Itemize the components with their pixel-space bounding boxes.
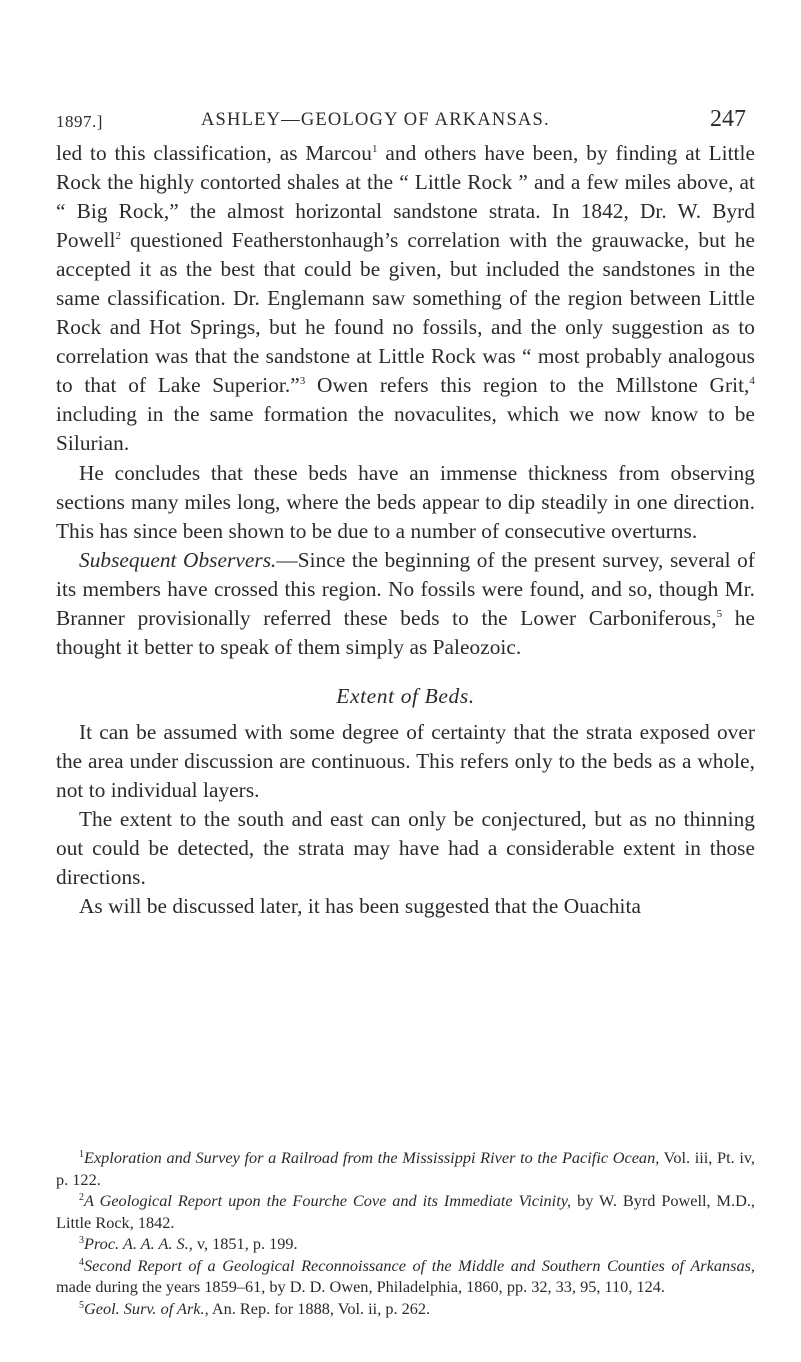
paragraph-3 (56, 546, 755, 662)
footnote-number: 2 (79, 1192, 84, 1203)
footnote (56, 1298, 755, 1320)
footnote-marker: 5 (716, 607, 723, 620)
paragraph-text: questioned Featherstonhaugh’s correlation with the grauwacke, but he accepted it as the best that could be given, but included the sandstones in the same classification. Dr. Englemann saw something of the region between Little Rock and Hot Springs, but he found no fossils, and the only suggestion as to correlation was that the sandstone at Little Rock was “ most probably analogous to that of Lake Superior.” (56, 228, 755, 398)
header-year: 1897.] (56, 112, 103, 131)
footnote-text: made during the years 1859–61, by D. D. Owen, Philadelphia, 1860, pp. 32, 33, 95, 110, 124. (56, 1277, 665, 1296)
paragraph-text: he thought it better to speak of them simply as Paleozoic. (56, 605, 755, 659)
footnote-number: 1 (79, 1149, 84, 1160)
footnote (56, 1233, 755, 1255)
footnote-number: 4 (79, 1256, 84, 1268)
footnote-marker: 3 (299, 375, 306, 388)
footnote-marker: 1 (371, 143, 378, 155)
footnotes (56, 1147, 755, 1319)
footnote-marker: 4 (749, 375, 755, 388)
footnote (56, 1255, 755, 1298)
footnote-marker: 2 (115, 230, 122, 243)
running-header (56, 106, 746, 136)
footnote (56, 1190, 755, 1233)
paragraph-text: including in the same formation the novaculites, which we now know to be Silurian. (56, 402, 755, 456)
footnote-text: An. Rep. for 1888, Vol. ii, p. 262. (208, 1298, 431, 1318)
footnote-title: Proc. A. A. A. S., (84, 1234, 193, 1253)
page-number: 247 (710, 106, 746, 132)
paragraph-text: led to this classification, as Marcou (56, 141, 372, 165)
footnote-number: 3 (79, 1235, 84, 1246)
paragraph-text: —Since the beginning of the present survey, several of its members have crossed this region. No fossils were found, and so, though Mr. Branner provisionally referred these beds to the Lower Carboniferous, (56, 547, 755, 630)
section-heading: Extent of Beds. (336, 683, 475, 708)
paragraph-text: and others have been, by finding at Little Rock the highly contorted shales at the “ Little Rock ” and a few miles above, at “ Big Rock,” the almost horizontal sandstone strata. In 1842, Dr. W. Byrd Powell (56, 141, 755, 253)
footnote-number: 5 (79, 1299, 84, 1311)
paragraph-text: Owen refers this region to the Millstone Grit, (305, 373, 750, 398)
footnote-text: v, 1851, p. 199. (192, 1234, 298, 1253)
footnote-title: Geol. Surv. of Ark., (84, 1298, 209, 1318)
footnote-text: Vol. iii, Pt. iv, p. 122. (56, 1148, 755, 1189)
paragraph-2: He concludes that these beds have an immense thickness from observing sections many miles long, where the beds appear to dip steadily in one direction. This has since been shown to be due to a number of consecutive overturns. (56, 460, 755, 543)
footnote-text: by W. Byrd Powell, M.D., Little Rock, 1842. (56, 1191, 755, 1232)
run-in-heading: Subsequent Observers. (79, 547, 277, 572)
paragraph-5: The extent to the south and east can only be conjectured, but as no thinning out could be detected, the strata may have had a considerable extent in those directions. (56, 806, 755, 890)
footnote-title: Second Report of a Geological Reconnoissance of the Middle and Southern Counties of Arkansas, (84, 1255, 755, 1275)
paragraph-4: It can be assumed with some degree of certainty that the strata exposed over the area under discussion are continuous. This refers only to the beds as a whole, not to individual layers. (56, 719, 755, 802)
header-title: ASHLEY—GEOLOGY OF ARKANSAS. (201, 110, 550, 130)
paragraph-1 (56, 139, 755, 459)
paragraph-6: As will be discussed later, it has been suggested that the Ouachita (79, 894, 641, 919)
main-text (56, 139, 755, 921)
footnote (56, 1147, 755, 1190)
footnote-title: A Geological Report upon the Fourche Cove and its Immediate Vicinity, (84, 1191, 572, 1210)
footnote-title: Exploration and Survey for a Railroad from the Mississippi River to the Pacific Ocean, (84, 1148, 660, 1167)
